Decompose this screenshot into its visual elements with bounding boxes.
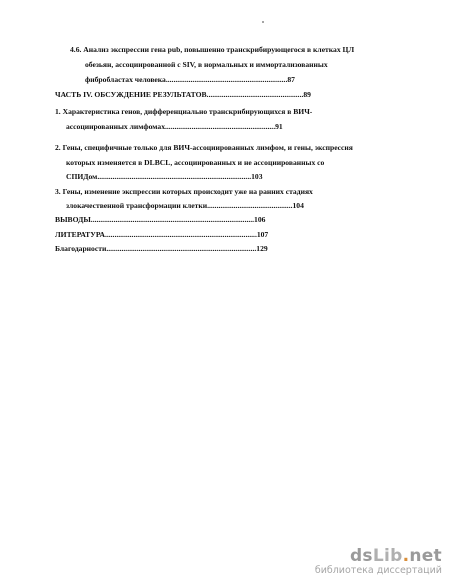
watermark [315,547,442,576]
toc-entry-2-line-3: СПИДом.................................................................................103 [66,172,263,181]
toc-entry-1-line-1: 1. Характеристика генов, дифференциально транскрибирующихся в ВИЧ- [55,107,313,116]
toc-entry-literature: ЛИТЕРАТУРА................................................................................107 [55,230,269,239]
toc-entry-2-line-1: 2. Гены, специфичные только для ВИЧ-ассоциированных лимфом, и гены, экспрессия [55,143,353,152]
toc-entry-3-line-1: 3. Гены, изменение экспрессии которых происходит уже на ранних стадиях [55,187,313,196]
watermark-subtitle: библиотека диссертаций [314,565,442,576]
toc-entry-acknowledgements: Благодарности...............................................................................129 [55,244,268,253]
toc-entry-2-line-2: которых изменяется в DLBCL, ассоциированных и не ассоциированных со [66,158,325,167]
watermark-logo: dsLib.net [349,546,442,566]
toc-entry-4-6-line-1: 4.6. Анализ экспрессии гена pub, повышенно транскрибирующегося в клетках ЦЛ [70,45,355,54]
toc-entry-4-6-line-2: обезьян, ассоциированной с SIV, в нормальных и иммортализованных [85,60,328,69]
toc-entry-part-iv: ЧАСТЬ IV. ОБСУЖДЕНИЕ РЕЗУЛЬТАТОВ...................................................89 [55,90,311,99]
toc-entry-3-line-2: злокачественной трансформации клетки.............................................104 [66,201,304,210]
scan-artifact [262,21,264,23]
toc-entry-1-line-2: ассоциированных лимфомах..........................................................91 [66,122,283,131]
toc-entry-conclusions: ВЫВОДЫ......................................................................................106 [55,215,266,224]
toc-entry-4-6-line-3: фибробластах человека................................................................87 [85,75,295,84]
